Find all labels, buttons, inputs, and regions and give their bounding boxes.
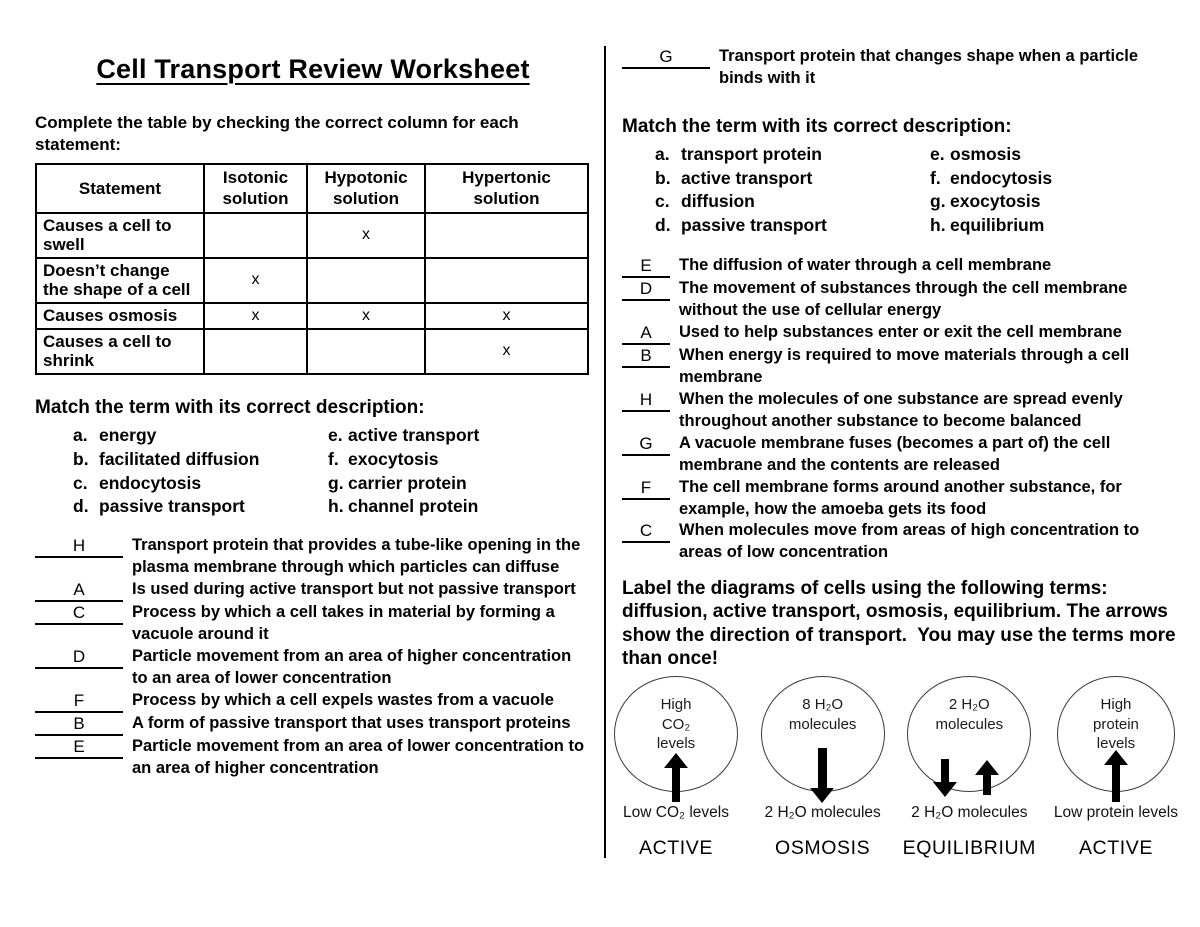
fillin-item: B When energy is required to move materials through a cell membrane xyxy=(622,345,1184,389)
hypertonic-mark: x xyxy=(425,329,588,374)
term-item: e. active transport xyxy=(328,424,480,445)
term-item: h. channel protein xyxy=(328,496,479,517)
fillin-item: H Transport protein that provides a tube-like opening in the plasma membrane through which particles can diffuse xyxy=(35,535,591,579)
diagram-instructions: Label the diagrams of cells using the following terms: diffusion, active transport, osmosis, equilibrium. The arrows show the direction of transport. You may use the terms more than once! xyxy=(622,578,1181,669)
tonicity-table xyxy=(35,163,589,375)
isotonic-mark xyxy=(204,213,307,258)
term-item: a. transport protein xyxy=(655,143,822,164)
answer-blank: F xyxy=(622,478,670,500)
term-item: h. equilibrium xyxy=(930,215,1045,236)
cell-diagram-3: 2 H₂O molecules 2 H₂O molecules EQUILIBRIUM xyxy=(901,676,1037,860)
table-header-row xyxy=(36,164,588,213)
term-item: g. carrier protein xyxy=(328,472,467,493)
statement-cell: Doesn’t change the shape of a cell xyxy=(36,258,204,303)
table-row xyxy=(36,213,588,258)
term-item: c. endocytosis xyxy=(73,472,202,493)
answer-blank: F xyxy=(35,691,123,713)
cell-membrane-circle: 8 H₂O molecules xyxy=(761,676,885,792)
diagram-answer: ACTIVE xyxy=(638,837,714,859)
answer-blank: C xyxy=(622,521,670,543)
hypotonic-mark xyxy=(307,329,425,374)
term-item: b. facilitated diffusion xyxy=(73,448,260,469)
column-header: Hypotonic solution xyxy=(307,164,425,213)
table-row xyxy=(36,329,588,374)
cell-membrane-circle: High CO₂ levels xyxy=(614,676,738,792)
term-item: b. active transport xyxy=(655,167,813,188)
table-instructions: Complete the table by checking the correct column for each statement: xyxy=(35,113,519,155)
isotonic-mark: x xyxy=(204,303,307,329)
fillin-item: C When molecules move from areas of high concentration to areas of low concentration xyxy=(622,520,1184,564)
hypertonic-mark xyxy=(425,213,588,258)
isotonic-mark: x xyxy=(204,258,307,303)
hypotonic-mark: x xyxy=(307,303,425,329)
fillin-item: D The movement of substances through the cell membrane without the use of cellular energy xyxy=(622,278,1184,322)
cell-diagram-4: High protein levels Low protein levels ACTIVE xyxy=(1048,676,1184,860)
fillin-item: A Used to help substances enter or exit the cell membrane xyxy=(622,322,1184,345)
right-column xyxy=(622,42,1184,860)
term-item: g. exocytosis xyxy=(930,191,1041,212)
up-arrow-icon xyxy=(1112,765,1120,802)
fillin-list xyxy=(622,255,1184,564)
answer-blank: H xyxy=(35,536,123,558)
column-header: Statement xyxy=(36,164,204,213)
match-heading: Match the term with its correct description: xyxy=(622,115,1012,137)
fillin-item: H When the molecules of one substance are spread evenly throughout another substance to become balanced xyxy=(622,389,1184,433)
cell-diagram-2: 8 H₂O molecules 2 H₂O molecules OSMOSIS xyxy=(755,676,891,860)
fillin-item: C Process by which a cell takes in material by forming a vacuole around it xyxy=(35,602,591,646)
column-header: Hypertonic solution xyxy=(425,164,588,213)
fillin-item: G A vacuole membrane fuses (becomes a part of) the cell membrane and the contents are released xyxy=(622,433,1184,477)
page-title: Cell Transport Review Worksheet xyxy=(96,54,530,84)
statement-cell: Causes a cell to shrink xyxy=(36,329,204,374)
diagram-answer: OSMOSIS xyxy=(775,837,871,859)
fillin-list xyxy=(35,535,591,780)
fillin-item: E The diffusion of water through a cell membrane xyxy=(622,255,1184,278)
term-item: d. passive transport xyxy=(73,496,245,517)
answer-blank: D xyxy=(622,279,670,301)
table-row xyxy=(36,258,588,303)
statement-cell: Causes a cell to swell xyxy=(36,213,204,258)
answer-blank: G xyxy=(622,434,670,456)
diagram-answer: ACTIVE xyxy=(1078,837,1153,859)
fillin-item: D Particle movement from an area of higher concentration to an area of lower concentration xyxy=(35,646,591,690)
fillin-item: B A form of passive transport that uses transport proteins xyxy=(35,713,591,736)
fillin-item: A Is used during active transport but not passive transport xyxy=(35,579,591,602)
term-item: f. exocytosis xyxy=(328,448,439,469)
term-item: e. osmosis xyxy=(930,143,1021,164)
term-item: d. passive transport xyxy=(655,215,827,236)
term-list xyxy=(622,143,1184,238)
term-item: c. diffusion xyxy=(655,191,755,212)
hypotonic-mark: x xyxy=(307,213,425,258)
isotonic-mark xyxy=(204,329,307,374)
answer-blank: A xyxy=(35,580,123,602)
answer-blank: B xyxy=(35,714,123,736)
term-item: f. endocytosis xyxy=(930,167,1053,188)
answer-blank: E xyxy=(622,256,670,278)
column-divider xyxy=(604,46,606,858)
up-arrow-icon xyxy=(983,775,991,795)
match-heading: Match the term with its correct description: xyxy=(35,396,425,418)
fillin-item: E Particle movement from an area of lower concentration to an area of higher concentration xyxy=(35,736,591,780)
hypertonic-mark xyxy=(425,258,588,303)
term-item: a. energy xyxy=(73,424,157,445)
hypertonic-mark: x xyxy=(425,303,588,329)
statement-cell: Causes osmosis xyxy=(36,303,204,329)
cell-diagrams xyxy=(608,676,1184,860)
fillin-item: F The cell membrane forms around another substance, for example, how the amoeba gets its food xyxy=(622,477,1184,521)
answer-blank: A xyxy=(622,323,670,345)
hypotonic-mark xyxy=(307,258,425,303)
table-row xyxy=(36,303,588,329)
down-arrow-icon xyxy=(941,759,949,782)
down-arrow-icon xyxy=(818,748,827,788)
answer-blank: B xyxy=(622,346,670,368)
cell-membrane-circle: High protein levels xyxy=(1057,676,1175,792)
column-header: Isotonic solution xyxy=(204,164,307,213)
answer-blank: D xyxy=(35,647,123,669)
diagram-answer: EQUILIBRIUM xyxy=(902,837,1036,859)
fillin-item: F Process by which a cell expels wastes from a vacuole xyxy=(35,690,591,713)
cell-membrane-circle: 2 H₂O molecules xyxy=(907,676,1031,792)
cell-diagram-1: High CO₂ levels Low CO₂ levels ACTIVE xyxy=(608,676,744,860)
term-list xyxy=(35,424,591,519)
answer-blank: E xyxy=(35,737,123,759)
answer-blank: H xyxy=(622,390,670,412)
fillin-item: G Transport protein that changes shape when a particle binds with it xyxy=(622,46,1184,90)
answer-blank: C xyxy=(35,603,123,625)
up-arrow-icon xyxy=(672,768,680,802)
left-column xyxy=(35,42,591,780)
answer-blank: G xyxy=(622,47,710,69)
